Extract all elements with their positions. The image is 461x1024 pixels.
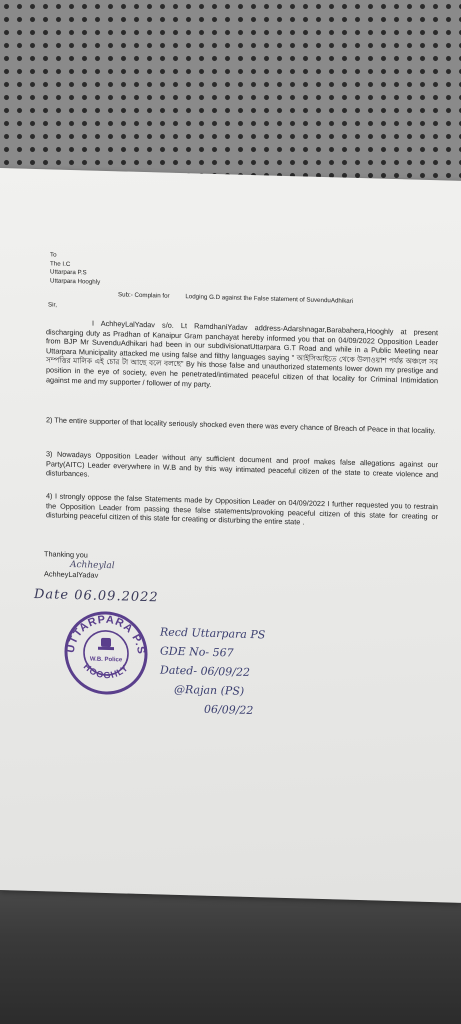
- emblem-icon: [98, 638, 114, 650]
- paragraph-1: I AchheyLalYadav s/o. Lt RamdhaniYadav address-Adarshnagar,Barabahera,Hooghly at present discharging duty as Pradhan of Kanaipur Gram panchayat hereby informed you that on 04/09/2022 Opposition Leader from BJP Mr SuvenduAdhikari had been in our subdivisionatUttarpara G.T Road and while in a Public Meeting near Uttarpara Municipality attacked me using false and filthy languages saying " আইসিআইতে থেকে উলাওয়াশ পর্যন্ত অঞ্চলে সব সম্পত্তির মালিক এই চোর টা আছে বলে বলছে" By his those false and unauthorized statements lower down my prestige and position in the eye of society, even he penetrated/intimated peaceful citizen of that locality for Criminal Intimidation against me and my supporter / follower of my party.: [46, 318, 438, 389]
- subject-line: [118, 291, 353, 305]
- address-station: Uttarpara P.S: [50, 268, 87, 277]
- paragraph-4: 4) I strongly oppose the false Statements made by Opposition Leader on 04/09/2022 I further requested you to restrain the Opposition Leader from passing these false statements/provoking peaceful citizen of this state for creating or disturbing peaceful citizen of this state for creating or disturbing the entire state .: [46, 491, 438, 527]
- address-officer: The I.C: [50, 259, 71, 268]
- salutation: Sir,: [48, 301, 57, 309]
- stamp-center-text: W.B. Police: [89, 656, 123, 664]
- address-place: Uttarpara Hooghly: [50, 277, 101, 286]
- handwritten-date: Date 06.09.2022: [34, 586, 159, 606]
- paragraph-3: 3) Nowadays Opposition Leader without any sufficient document and proof makes false allegations against our Party(AITC) Leader everywhere in W.B and by this way intimated peaceful citizen of the state to create violence and disturbances.: [46, 449, 438, 479]
- receipt-endorsement: [160, 622, 265, 720]
- paragraph-2: 2) The entire supporter of that locality seriously shocked even there was every chance of Breach of Peace in that locality.: [46, 415, 436, 436]
- subject-label: Sub:- Complain for: [118, 291, 170, 300]
- receipt-line-4: @Rajan (PS): [174, 682, 245, 698]
- stamp-top-text: UTTARPARA P.S: [64, 613, 148, 656]
- receipt-line-2: GDE No- 567: [160, 644, 234, 660]
- receipt-line-5: 06/09/22: [204, 702, 254, 718]
- floor-background: [0, 880, 461, 1024]
- stamp-bottom-text: HOOGHLY: [81, 661, 131, 681]
- complaint-letter: [0, 168, 461, 903]
- subject-text: Lodging G.D against the False statement of SuvenduAdhikari: [185, 293, 354, 305]
- police-station-stamp: [60, 606, 152, 697]
- address-to: To: [50, 251, 57, 259]
- receipt-line-3: Dated- 06/09/22: [160, 663, 250, 679]
- handwritten-signature: Achheylal: [70, 559, 115, 572]
- thanking-you: Thanking you: [44, 549, 88, 560]
- svg-text:HOOGHLY: [82, 661, 131, 681]
- receipt-line-1: Recd Uttarpara PS: [160, 625, 266, 642]
- sender-name: AchheyLalYadav: [44, 569, 99, 580]
- recipient-address: [50, 251, 100, 287]
